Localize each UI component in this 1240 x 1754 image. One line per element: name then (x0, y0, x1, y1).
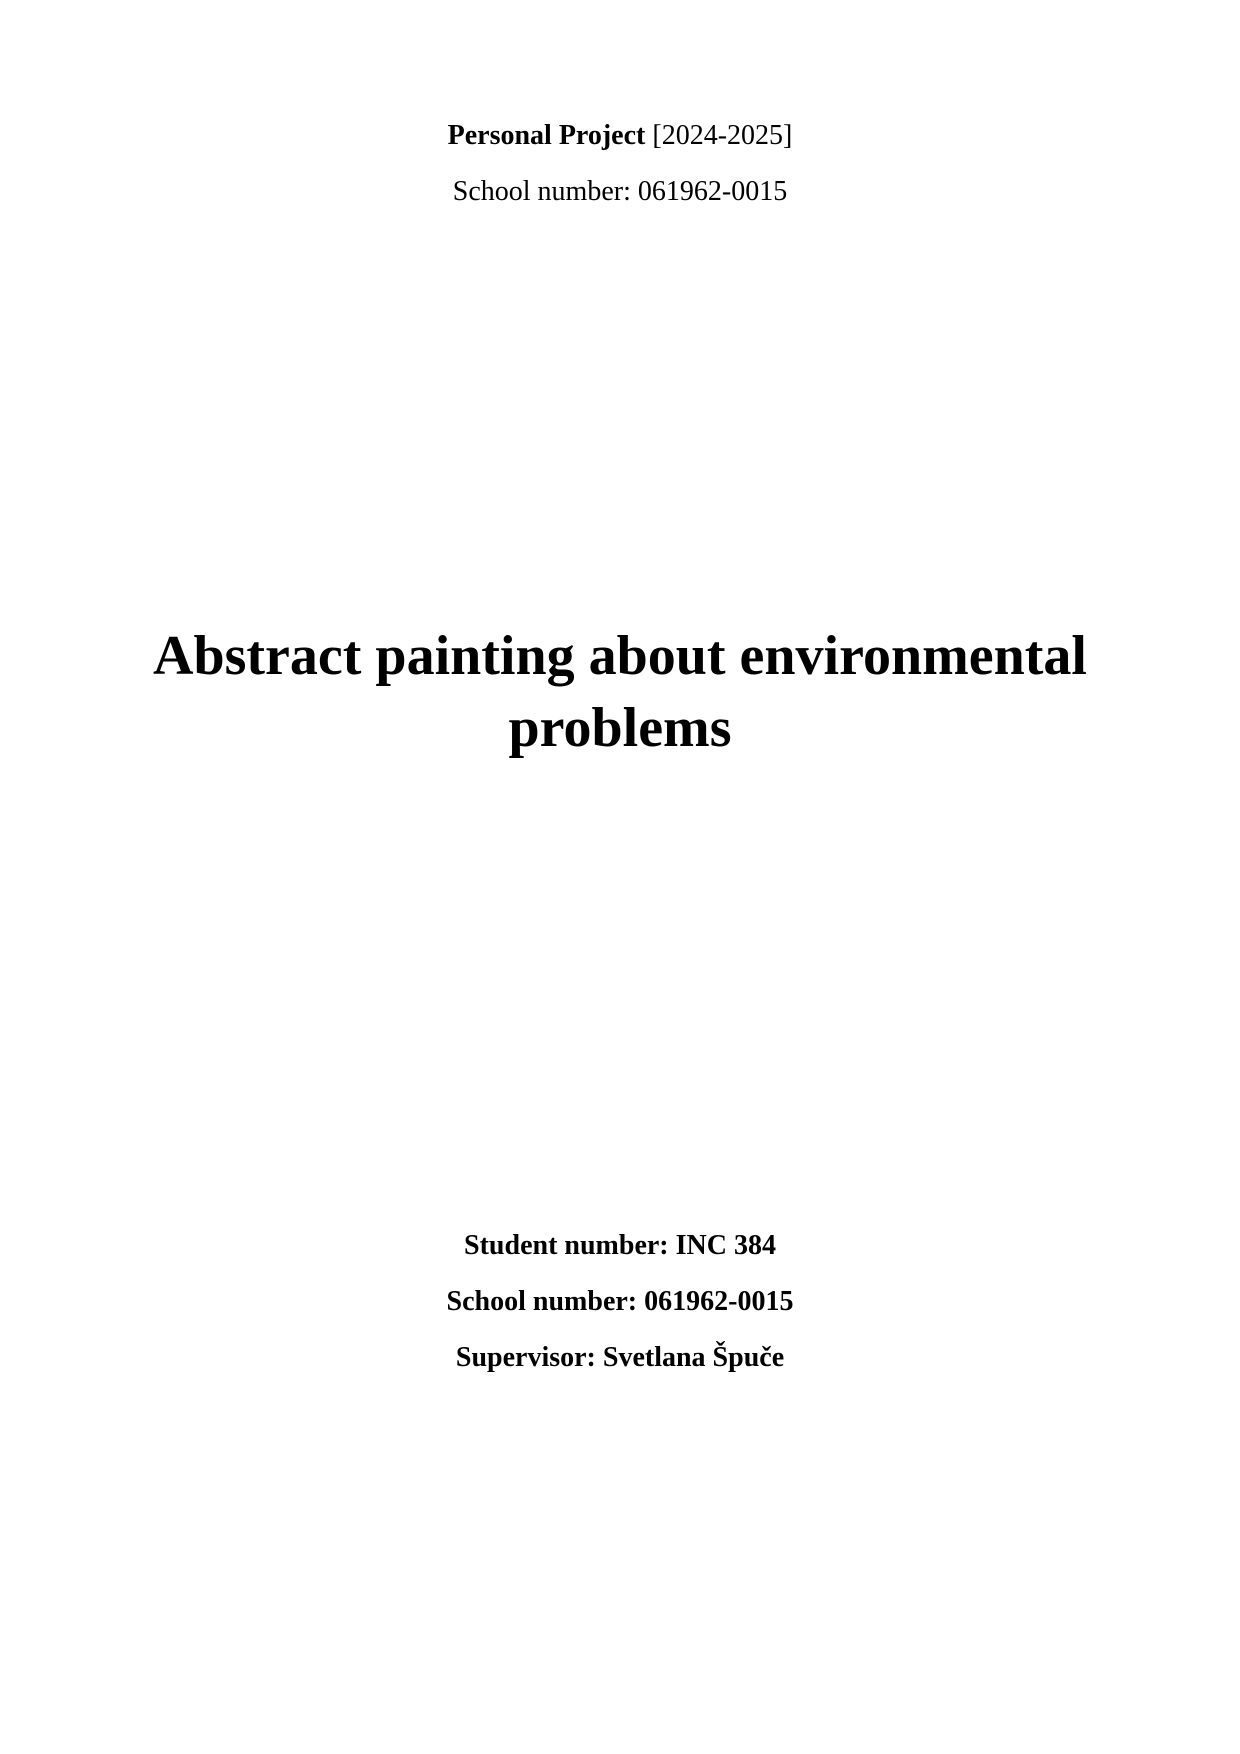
school-number: School number: 061962-0015 (446, 1286, 794, 1317)
student-number: Student number: INC 384 (464, 1230, 776, 1261)
supervisor: Supervisor: Svetlana Špuče (455, 1342, 785, 1373)
title-line-2: problems (508, 697, 732, 759)
title-line-1: Abstract painting about environmental (153, 625, 1087, 687)
header-school-number: School number: 061962-0015 (452, 176, 788, 207)
project-header (0, 119, 1240, 153)
document-title (120, 620, 1120, 764)
project-years: [2024-2025] (652, 120, 793, 151)
project-label: Personal Project (447, 120, 646, 151)
